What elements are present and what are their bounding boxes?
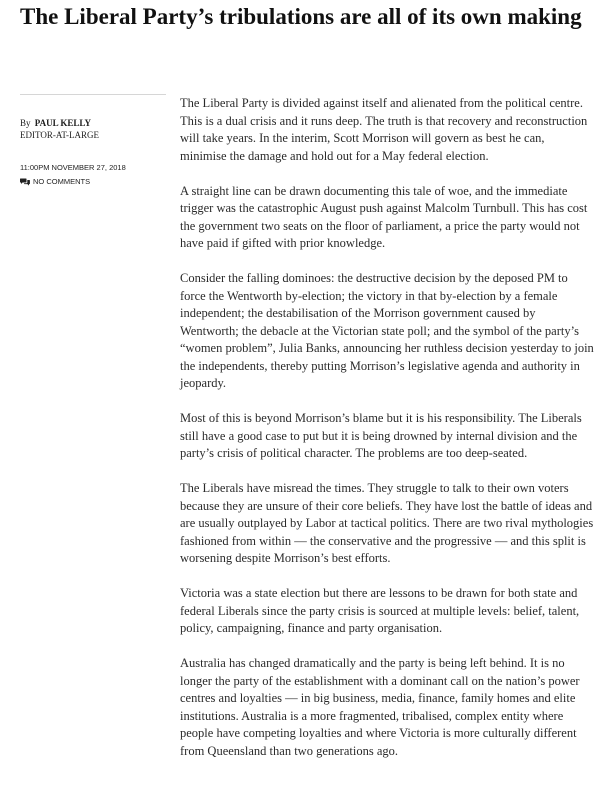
paragraph: A straight line can be drawn documenting this tale of woe, and the immediate trigger was the catastrophic August push against Malcolm Turnbull. This has cost the government two seats on the floor of parliament, a price the party would not have paid if gifted with prior knowledge.	[180, 183, 588, 250]
author-role: EDITOR-AT-LARGE	[20, 130, 99, 140]
byline-divider	[20, 94, 166, 95]
paragraph: Most of this is beyond Morrison’s blame but it is his responsibility. The Liberals still have a good case to put but it is being drowned by internal division and the party’s crisis of political character. The problems are too deep-seated.	[180, 411, 582, 460]
paragraph: Victoria was a state election but there are lessons to be drawn for both state and federal Liberals since the party crisis is sourced at multiple levels: belief, talent, policy, campaigning, finance and party organisation.	[180, 586, 580, 635]
paragraph: The Liberals have misread the times. They struggle to talk to their own voters because they are unsure of their core beliefs. They have lost the battle of ideas and are usually outplayed by Labor at tactical politics. There are two rival mythologies fashioned from within — the conservative and the progressive — and this split is worsening despite Morrison’s best efforts.	[180, 481, 594, 565]
comments-link[interactable]	[20, 177, 90, 187]
publish-timestamp: 11:00PM NOVEMBER 27, 2018	[20, 163, 126, 172]
comment-bubbles-icon	[20, 178, 30, 186]
author-name[interactable]: PAUL KELLY	[34, 118, 92, 128]
comments-count-label: NO COMMENTS	[33, 177, 91, 186]
article-body	[180, 95, 594, 778]
paragraph: Australia has changed dramatically and the party is being left behind. It is no longer the party of the establishment with a dominant call on the nation’s power centres and loyalties — in big business, media, finance, family homes and elite institutions. Australia is a more fragmented, tribalised, complex entity where people have competing loyalties and where Victoria is more culturally different from Queensland than two generations ago.	[180, 656, 580, 758]
paragraph: The Liberal Party is divided against itself and alienated from the political centre. This is a dual crisis and it runs deep. The truth is that recovery and reconstruction will take years. In the interim, Scott Morrison will govern as best he can, minimise the damage and hold out for a May federal election.	[180, 96, 588, 163]
article-headline: The Liberal Party’s tribulations are all of its own making	[20, 4, 582, 29]
byline	[20, 117, 170, 129]
paragraph: Consider the falling dominoes: the destructive decision by the deposed PM to force the Wentworth by-election; the victory in that by-election by a female independent; the destabilisation of the Morrison government caused by Wentworth; the debacle at the Victorian state poll; and the symbol of the party’s “women problem”, Julia Banks, announcing her ruthless decision yesterday to join the independents, thereby putting Morrison’s legislative agenda and authority in jeopardy.	[180, 271, 594, 390]
byline-by-label: By	[20, 118, 31, 128]
